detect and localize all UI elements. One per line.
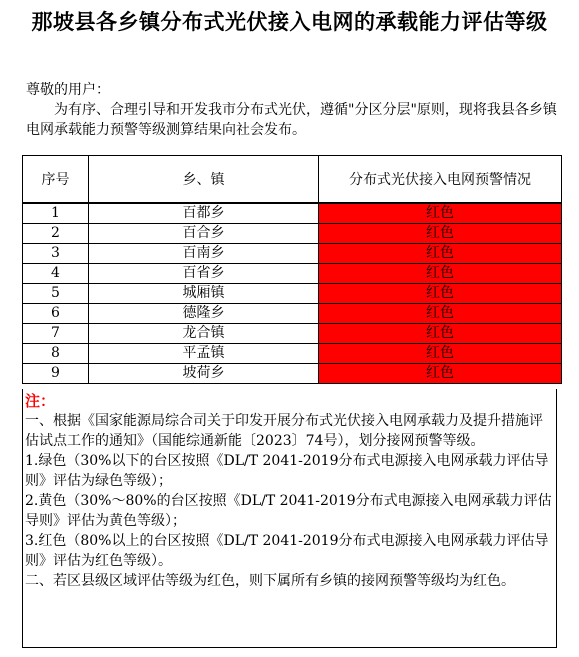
page-title: 那坡县各乡镇分布式光伏接入电网的承载能力评估等级 bbox=[31, 10, 548, 34]
note-paragraph: 3.红色（80%以上的台区按照《DL/T 2041-2019分布式电源接入电网承载力评估导则》评估为红色等级）。 bbox=[25, 533, 549, 569]
note-paragraph: 二、若区县级区域评估等级为红色，则下属所有乡镇的接网预警等级均为红色。 bbox=[25, 573, 515, 589]
intro-body: 为有序、合理引导和开发我市分布式光伏，遵循"分区分层"原则，现将我县各乡镇电网承载能力预警等级测算结果向社会发布。 bbox=[26, 102, 557, 138]
table-header-row bbox=[23, 156, 562, 204]
table-row bbox=[23, 264, 562, 284]
row-status: 红色 bbox=[319, 224, 562, 244]
table-row bbox=[23, 344, 562, 364]
row-no: 3 bbox=[23, 244, 89, 264]
row-no: 6 bbox=[23, 304, 89, 324]
row-no: 9 bbox=[23, 364, 89, 384]
row-town: 百南乡 bbox=[89, 244, 319, 264]
intro-section bbox=[26, 80, 566, 140]
row-no: 8 bbox=[23, 344, 89, 364]
table-row bbox=[23, 203, 562, 224]
header-status: 分布式光伏接入电网预警情况 bbox=[319, 156, 562, 204]
row-status: 红色 bbox=[319, 264, 562, 284]
row-town: 百省乡 bbox=[89, 264, 319, 284]
row-status: 红色 bbox=[319, 304, 562, 324]
row-no: 2 bbox=[23, 224, 89, 244]
notes-section bbox=[22, 389, 557, 648]
row-no: 4 bbox=[23, 264, 89, 284]
note-paragraph: 2.黄色（30%～80%的台区按照《DL/T 2041-2019分布式电源接入电网承载力评估导则》评估为黄色等级）； bbox=[25, 493, 552, 529]
row-town: 城厢镇 bbox=[89, 284, 319, 304]
table-row bbox=[23, 304, 562, 324]
row-status: 红色 bbox=[319, 364, 562, 384]
row-no: 1 bbox=[23, 203, 89, 224]
row-status: 红色 bbox=[319, 203, 562, 224]
note-paragraph: 1.绿色（30%以下的台区按照《DL/T 2041-2019分布式电源接入电网承载力评估导则》评估为绿色等级）； bbox=[25, 453, 549, 489]
table-row bbox=[23, 324, 562, 344]
table-row bbox=[23, 284, 562, 304]
row-town: 龙合镇 bbox=[89, 324, 319, 344]
notes-heading: 注： bbox=[25, 392, 56, 410]
row-town: 德隆乡 bbox=[89, 304, 319, 324]
table-row bbox=[23, 224, 562, 244]
table-row bbox=[23, 364, 562, 384]
row-status: 红色 bbox=[319, 284, 562, 304]
row-status: 红色 bbox=[319, 244, 562, 264]
salutation: 尊敬的用户： bbox=[26, 82, 110, 98]
note-paragraph: 一、根据《国家能源局综合司关于印发开展分布式光伏接入电网承载力及提升措施评估试点工作的通知》（国能综通新能〔2023〕74号），划分接网预警等级。 bbox=[25, 413, 543, 449]
row-no: 7 bbox=[23, 324, 89, 344]
row-town: 百合乡 bbox=[89, 224, 319, 244]
row-town: 百都乡 bbox=[89, 203, 319, 224]
row-no: 5 bbox=[23, 284, 89, 304]
row-status: 红色 bbox=[319, 324, 562, 344]
header-no: 序号 bbox=[23, 156, 89, 204]
row-status: 红色 bbox=[319, 344, 562, 364]
header-town: 乡、镇 bbox=[89, 156, 319, 204]
row-town: 坡荷乡 bbox=[89, 364, 319, 384]
table-row bbox=[23, 244, 562, 264]
row-town: 平孟镇 bbox=[89, 344, 319, 364]
warning-table bbox=[22, 155, 562, 384]
